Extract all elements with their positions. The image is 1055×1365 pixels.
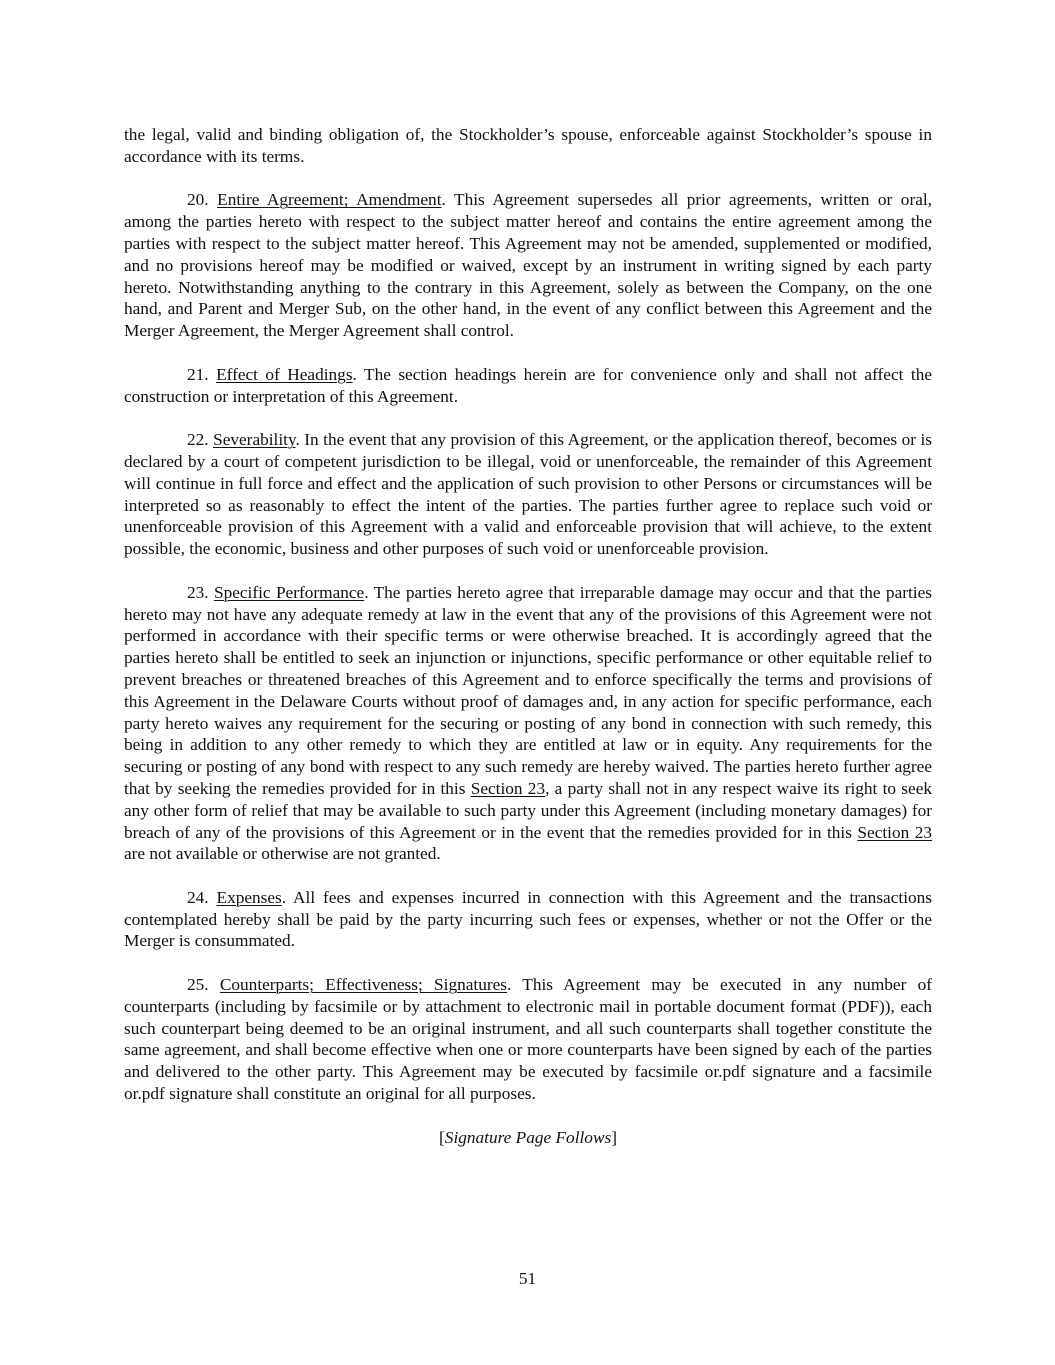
section-body: . This Agreement may be executed in any number of counterparts (including by facsimile or by attachment to electronic mail in portable document format (PDF)), each such counterpart being deemed to be an original instrument, and all such counterparts shall together constitute the same agreement, and shall become effective when one or more counterparts have been signed by each of the parties and delivered to the other party. This Agreement may be executed by facsimile or.pdf signature and a facsimile or.pdf signature shall constitute an original for all purposes.: [124, 975, 932, 1104]
section-number: 21.: [187, 364, 209, 384]
section-25-paragraph: [124, 974, 932, 1105]
section-body: . The section headings herein are for convenience only and shall not affect the construction or interpretation of this Agreement.: [124, 364, 933, 406]
section-number: 20.: [187, 190, 209, 210]
document-page: [124, 124, 932, 1148]
section-body: . This Agreement supersedes all prior agreements, written or oral, among the parties hereto with respect to the subject matter hereof and contains the entire agreement among the parties with respect to the subject matter hereof. This Agreement may not be amended, supplemented or modified, and no provisions hereof may be modified or waived, except by an instrument in writing signed by each party hereto. Notwithstanding anything to the contrary in this Agreement, solely as between the Company, on the one hand, and Parent and Merger Sub, on the other hand, in the event of any conflict between this Agreement and the Merger Agreement, the Merger Agreement shall control.: [124, 190, 932, 341]
section-body: , a party shall not in any respect waive its right to seek any other form of relief that may be available to such party under this Agreement (including monetary damages) for breach of any of the provisions of this Agreement or in the event that the remedies provided for in this: [124, 778, 933, 842]
carryover-paragraph: [124, 124, 932, 168]
bracket-close: ]: [611, 1127, 617, 1147]
section-heading: Counterparts; Effectiveness; Signatures: [219, 975, 507, 995]
section-body: . In the event that any provision of this Agreement, or the application thereof, becomes or is declared by a court of competent jurisdiction to be illegal, void or unenforceable, the remainder of this Agreement will continue in full force and effect and the application of such provision to other Persons or circumstances will be interpreted so as reasonably to effect the intent of the parties. The parties further agree to replace such void or unenforceable provision of this Agreement with a valid and enforceable provision that will achieve, to the extent possible, the economic, business and other purposes of such void or unenforceable provision.: [124, 430, 932, 559]
section-body: are not available or otherwise are not granted.: [124, 844, 441, 864]
section-heading: Effect of Headings: [216, 364, 353, 384]
section-body: . All fees and expenses incurred in connection with this Agreement and the transactions contemplated hereby shall be paid by the party incurring such fees or expenses, whether or not the Offer or the Merger is consummated.: [124, 887, 932, 951]
section-number: 22.: [187, 430, 209, 450]
section-number: 23.: [187, 582, 209, 602]
section-heading: Entire Agreement; Amendment: [217, 190, 442, 210]
section-heading: Specific Performance: [213, 582, 365, 602]
section-24-paragraph: [124, 887, 932, 952]
section-22-paragraph: [124, 429, 932, 560]
section-cross-reference: Section 23: [857, 822, 933, 842]
section-20-paragraph: [124, 189, 932, 342]
section-21-paragraph: [124, 364, 932, 408]
bracket-open: [: [439, 1127, 445, 1147]
carryover-text: the legal, valid and binding obligation of, the Stockholder’s spouse, enforceable against Stockholder’s spouse in accordance with its terms.: [124, 125, 932, 166]
section-number: 25.: [187, 975, 209, 995]
section-heading: Expenses: [216, 887, 282, 907]
section-body: . The parties hereto agree that irreparable damage may occur and that the parties hereto may not have any adequate remedy at law in the event that any of the provisions of this Agreement were not performed in accordance with their specific terms or were otherwise breached. It is accordingly agreed that the parties hereto shall be entitled to seek an injunction or injunctions, specific performance or other equitable relief to prevent breaches or threatened breaches of this Agreement and to enforce specifically the terms and provisions of this Agreement in the Delaware Courts without proof of damages and, in any action for specific performance, each party hereto waives any requirement for the securing or posting of any bond in connection with such remedy, this being in addition to any other remedy to which they are entitled at law or in equity. Any requirements for the securing or posting of any bond with respect to any such remedy are hereby waived. The parties hereto further agree that by seeking the remedies provided for in this: [124, 582, 932, 798]
signature-page-follows-note: [124, 1127, 932, 1149]
section-number: 24.: [187, 887, 209, 907]
signature-note-text: Signature Page Follows: [444, 1127, 612, 1147]
section-cross-reference: Section 23: [470, 778, 546, 798]
section-23-paragraph: [124, 582, 932, 865]
page-number: 51: [518, 1269, 537, 1288]
section-heading: Severability: [213, 430, 296, 450]
